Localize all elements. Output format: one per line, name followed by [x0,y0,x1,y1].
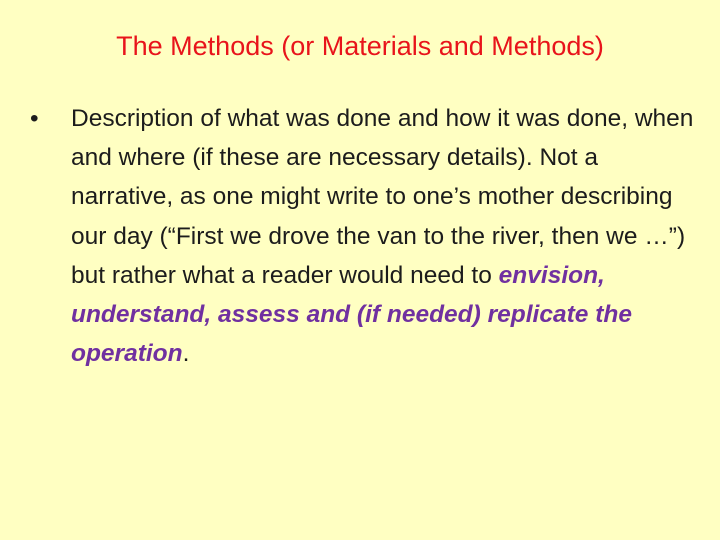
slide-body [30,99,702,373]
bullet-text: Description of what was done and how it was done, when and where (if these are necessary details). Not a narrative, as one might write to one’s mother describing our day (“First we drove the van to the river, then we …”) but rather what a reader would need to [71,105,694,289]
bullet-text-end: . [182,340,190,368]
emphasis-text: envision, understand, assess and (if needed) replicate the operation [71,261,632,368]
slide-title: The Methods (or Materials and Methods) [116,31,604,61]
bullet-item [30,99,702,373]
bullet-marker: • [30,105,39,132]
